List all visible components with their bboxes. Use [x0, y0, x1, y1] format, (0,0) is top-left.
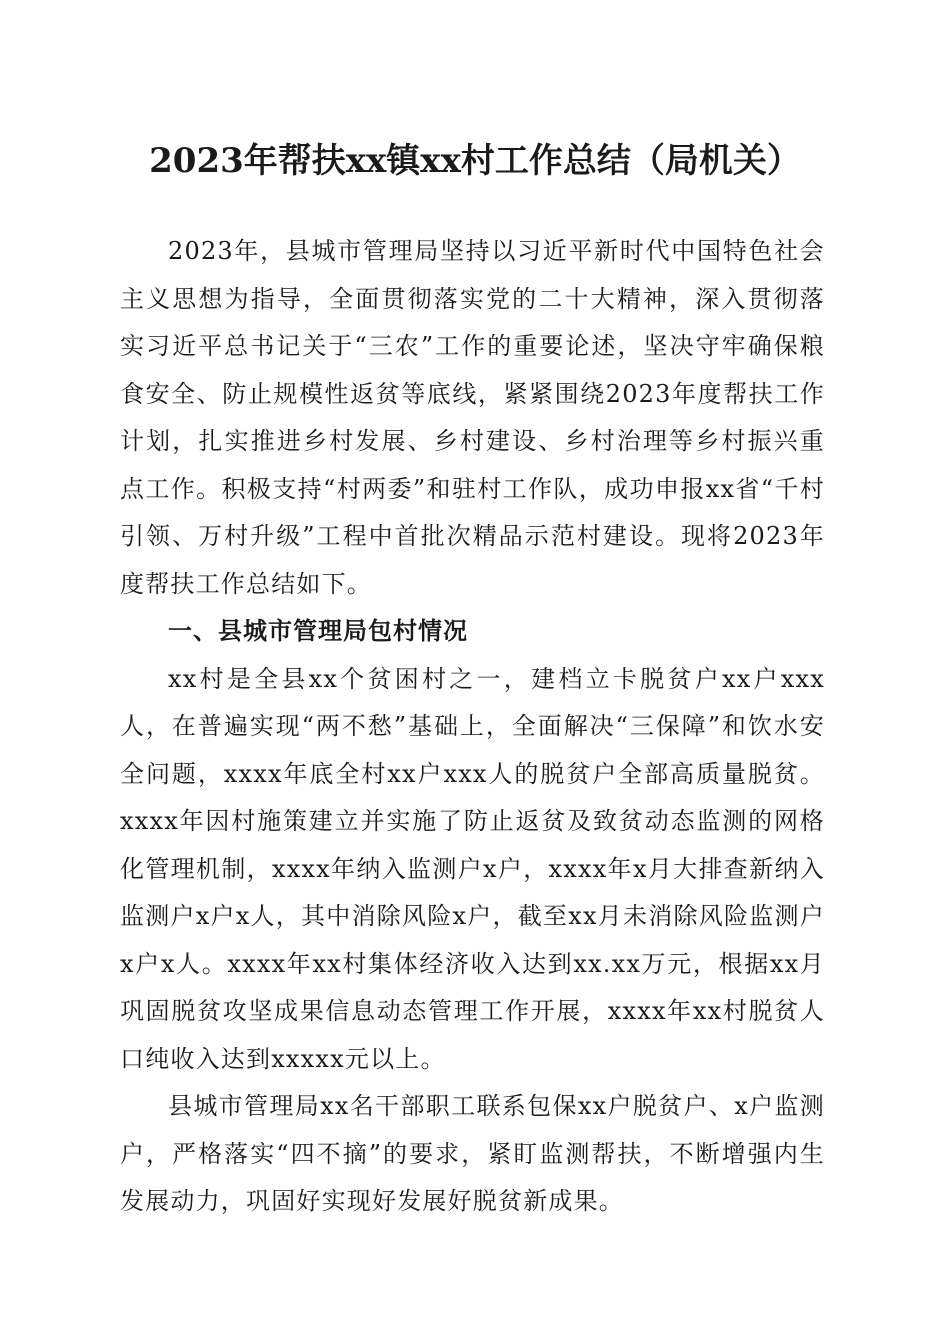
section-paragraph-2: 县城市管理局xx名干部职工联系包保xx户脱贫户、x户监测户，严格落实“四不摘”的要求，紧盯监测帮扶，不断增强内生发展动力，巩固好实现好发展好脱贫新成果。: [120, 1092, 825, 1215]
intro-paragraph: 2023年，县城市管理局坚持以习近平新时代中国特色社会主义思想为指导，全面贯彻落实党的二十大精神，深入贯彻落实习近平总书记关于“三农”工作的重要论述，坚决守牢确保粮食安全、防止规模性返贫等底线，紧紧围绕2023年度帮扶工作计划，扎实推进乡村发展、乡村建设、乡村治理等乡村振兴重点工作。积极支持“村两委”和驻村工作队，成功申报xx省“千村引领、万村升级”工程中首批次精品示范村建设。现将2023年度帮扶工作总结如下。: [120, 237, 825, 598]
section-heading: 一、县城市管理局包村情况: [168, 617, 468, 645]
document-title: 2023年帮扶xx镇xx村工作总结（局机关）: [149, 141, 801, 181]
document-body: [120, 228, 825, 1226]
section-paragraph-1: xx村是全县xx个贫困村之一，建档立卡脱贫户xx户xxx人，在普遍实现“两不愁”基础上，全面解决“三保障”和饮水安全问题，xxxx年底全村xx户xxx人的脱贫户全部高质量脱贫。xxxx年因村施策建立并实施了防止返贫及致贫动态监测的网格化管理机制，xxxx年纳入监测户x户，xxxx年x月大排查新纳入监测户x户x人，其中消除风险x户，截至xx月未消除风险监测户x户x人。xxxx年xx村集体经济收入达到xx.xx万元，根据xx月巩固脱贫攻坚成果信息动态管理工作开展，xxxx年xx村脱贫人口纯收入达到xxxxx元以上。: [120, 664, 825, 1073]
